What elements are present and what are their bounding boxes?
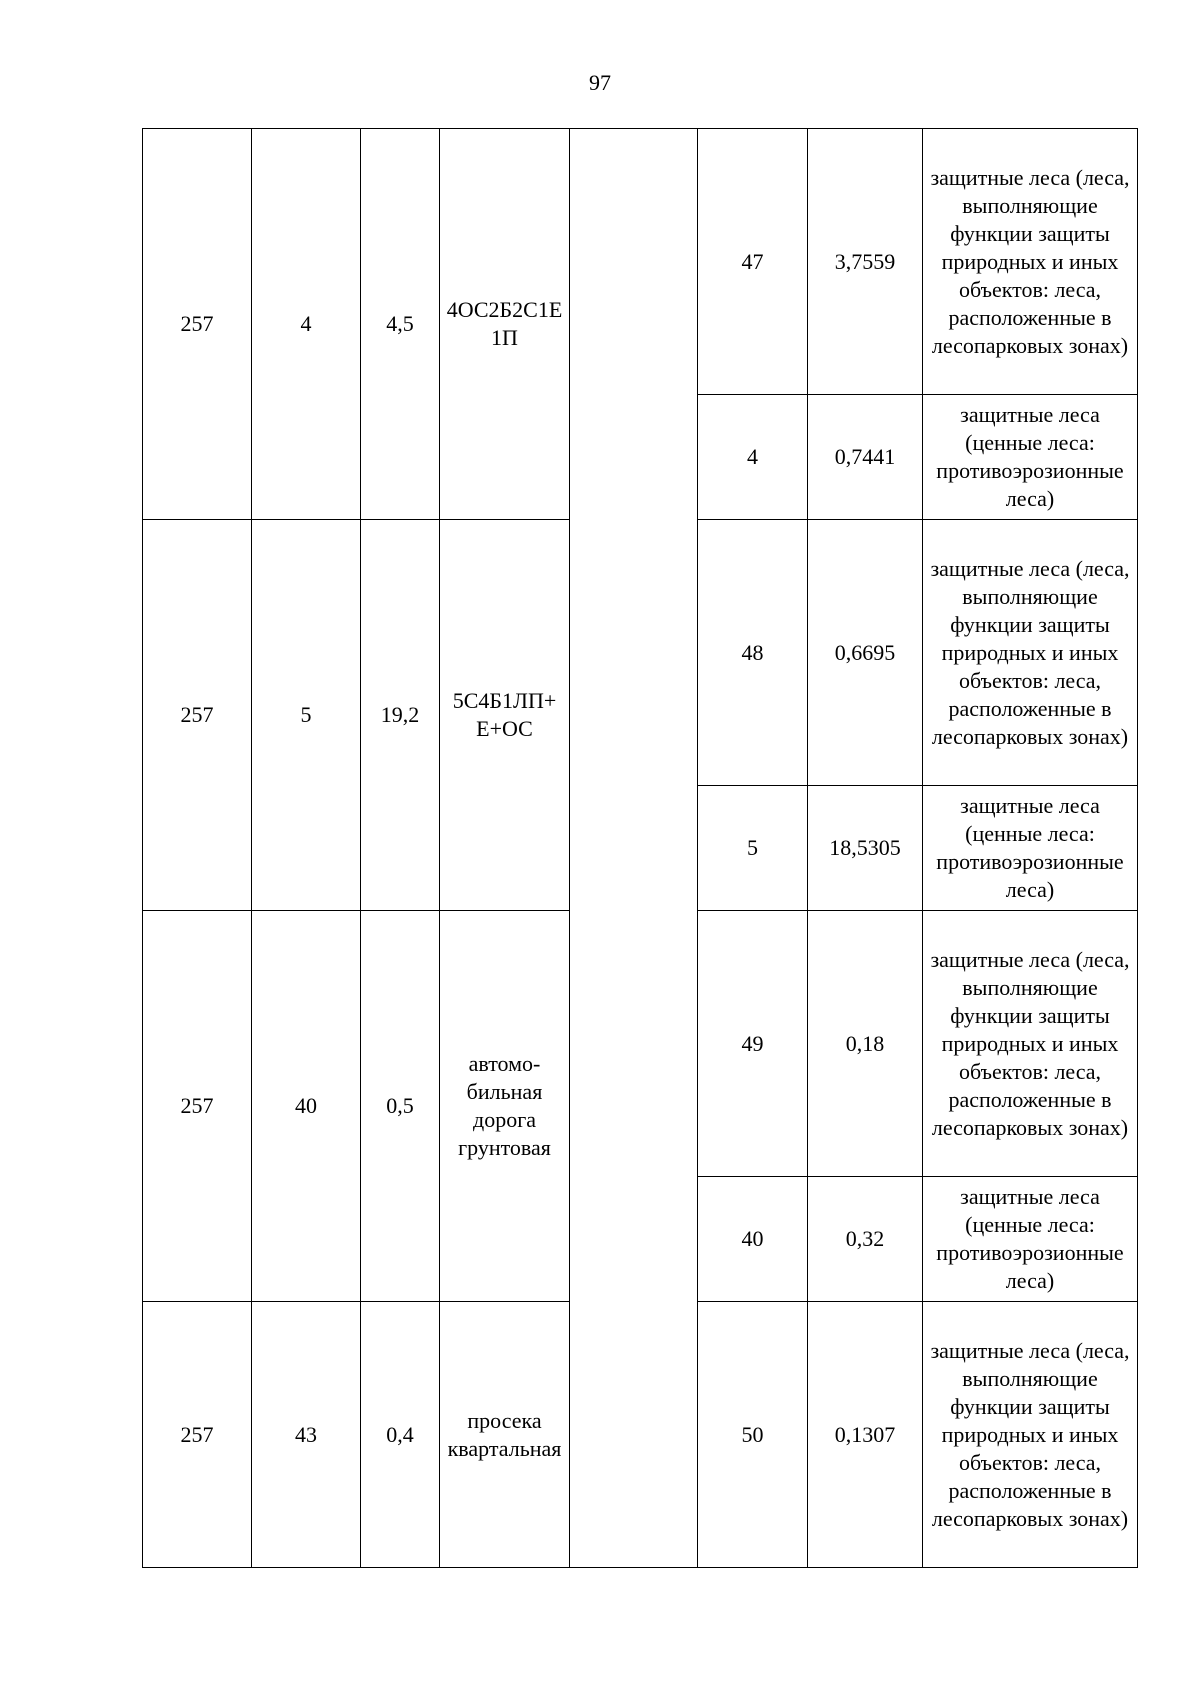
subplot-number-cell: 48 (698, 520, 808, 786)
subplot-number-cell: 40 (698, 1177, 808, 1302)
forest-category-cell: защитные леса (ценные леса: противоэрозионные леса) (923, 1177, 1138, 1302)
plot-cell: 5 (252, 520, 361, 911)
forest-plots-table (142, 128, 1138, 1568)
area-cell: 4,5 (361, 129, 440, 520)
forest-category-cell: защитные леса (леса, выполняющие функции защиты природных и иных объектов: леса, расположенные в лесопарковых зонах) (923, 129, 1138, 395)
subplot-number-cell: 49 (698, 911, 808, 1177)
forest-category-cell: защитные леса (леса, выполняющие функции защиты природных и иных объектов: леса, расположенные в лесопарковых зонах) (923, 911, 1138, 1177)
plot-cell: 43 (252, 1302, 361, 1568)
quarter-cell: 257 (143, 1302, 252, 1568)
composition-cell: автомо- бильная дорога грунтовая (440, 911, 570, 1302)
subplot-area-cell: 0,6695 (808, 520, 923, 786)
subplot-area-cell: 18,5305 (808, 786, 923, 911)
empty-column-cell (570, 129, 698, 1568)
subplot-area-cell: 3,7559 (808, 129, 923, 395)
composition-cell: 4ОС2Б2С1Е 1П (440, 129, 570, 520)
subplot-number-cell: 5 (698, 786, 808, 911)
subplot-number-cell: 4 (698, 395, 808, 520)
page-number: 97 (589, 70, 611, 95)
plot-cell: 40 (252, 911, 361, 1302)
area-cell: 19,2 (361, 520, 440, 911)
area-cell: 0,5 (361, 911, 440, 1302)
subplot-area-cell: 0,7441 (808, 395, 923, 520)
area-cell: 0,4 (361, 1302, 440, 1568)
quarter-cell: 257 (143, 129, 252, 520)
subplot-number-cell: 47 (698, 129, 808, 395)
table-row (143, 129, 1138, 395)
subplot-area-cell: 0,32 (808, 1177, 923, 1302)
forest-category-cell: защитные леса (леса, выполняющие функции защиты природных и иных объектов: леса, расположенные в лесопарковых зонах) (923, 1302, 1138, 1568)
composition-cell: просека квартальная (440, 1302, 570, 1568)
subplot-number-cell: 50 (698, 1302, 808, 1568)
forest-category-cell: защитные леса (леса, выполняющие функции защиты природных и иных объектов: леса, расположенные в лесопарковых зонах) (923, 520, 1138, 786)
subplot-area-cell: 0,1307 (808, 1302, 923, 1568)
quarter-cell: 257 (143, 911, 252, 1302)
forest-category-cell: защитные леса (ценные леса: противоэрозионные леса) (923, 786, 1138, 911)
forest-category-cell: защитные леса (ценные леса: противоэрозионные леса) (923, 395, 1138, 520)
quarter-cell: 257 (143, 520, 252, 911)
composition-cell: 5С4Б1ЛП+ Е+ОС (440, 520, 570, 911)
subplot-area-cell: 0,18 (808, 911, 923, 1177)
plot-cell: 4 (252, 129, 361, 520)
